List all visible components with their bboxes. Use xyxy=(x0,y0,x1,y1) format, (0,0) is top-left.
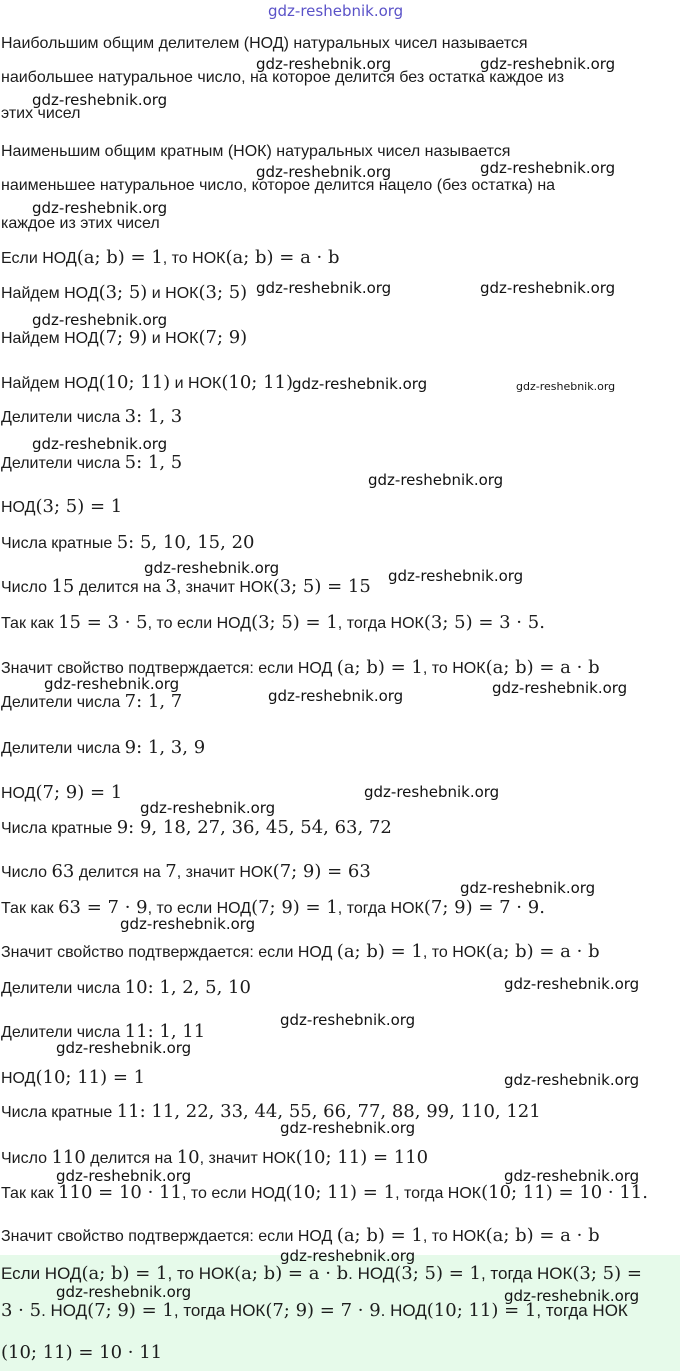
text-segment: НОД xyxy=(1,1070,36,1087)
math-expression: (a; b) = a · b xyxy=(485,941,600,962)
math-expression: 10 xyxy=(176,1147,200,1168)
math-expression: (7; 9) = 1 xyxy=(35,782,123,803)
watermark: gdz-reshebnik.org xyxy=(256,279,392,297)
math-expression: 110 xyxy=(51,1147,86,1168)
text-segment: и НОК xyxy=(170,375,222,392)
math-expression: (a; b) = a · b xyxy=(485,657,600,678)
math-expression: 3 · 5 xyxy=(1,1300,42,1321)
text-segment: Делители числа xyxy=(1,740,125,757)
watermark: gdz-reshebnik.org xyxy=(280,1011,416,1029)
text-segment: Значит свойство подтверждается: если НОД xyxy=(1,1228,337,1245)
text-line xyxy=(1,818,392,839)
math-expression: (7; 9) xyxy=(198,327,248,348)
watermark: gdz-reshebnik.org xyxy=(388,567,524,585)
text-segment: наибольшее натуральное число, на которое делится без остатка каждое из xyxy=(1,69,565,86)
text-segment: , то НОК xyxy=(422,660,486,677)
text-segment: Наибольшим общим делителем (НОД) натуральных чисел называется xyxy=(1,35,528,52)
math-expression: 5: 1, 5 xyxy=(124,452,183,473)
text-line xyxy=(1,248,340,269)
math-expression: (10; 11) = 1 xyxy=(285,1182,396,1203)
watermark: gdz-reshebnik.org xyxy=(32,199,168,217)
math-expression: (a; b) = 1 xyxy=(336,1225,423,1246)
text-line xyxy=(1,34,528,54)
text-line xyxy=(1,533,254,554)
text-line xyxy=(1,453,182,474)
math-expression: (10; 11) = 110 xyxy=(295,1147,429,1168)
watermark: gdz-reshebnik.org xyxy=(504,1167,640,1185)
math-expression: 9: 1, 3, 9 xyxy=(124,737,206,758)
text-segment: Найдем НОД xyxy=(1,375,99,392)
text-segment: Так как xyxy=(1,615,59,632)
watermark: gdz-reshebnik.org xyxy=(268,687,404,705)
math-expression: (3; 5) = 3 · 5. xyxy=(423,612,545,633)
math-expression: (10; 11) xyxy=(221,372,293,393)
math-expression: (3; 5) = 1 xyxy=(394,1263,481,1284)
watermark: gdz-reshebnik.org xyxy=(364,783,500,801)
watermark: gdz-reshebnik.org xyxy=(280,1119,416,1137)
text-segment: , то НОК xyxy=(422,1228,486,1245)
watermark: gdz-reshebnik.org xyxy=(280,1247,416,1265)
watermark: gdz-reshebnik.org xyxy=(32,311,168,329)
text-segment: Так как xyxy=(1,1185,59,1202)
text-segment: Делители числа xyxy=(1,455,125,472)
text-segment: Делители числа xyxy=(1,409,125,426)
watermark: gdz-reshebnik.org xyxy=(516,380,616,393)
text-line xyxy=(1,978,251,999)
math-expression: 7 xyxy=(165,861,177,882)
math-expression: (a; b) = a · b xyxy=(225,247,340,268)
text-segment: Число xyxy=(1,579,52,596)
text-segment: Найдем НОД xyxy=(1,330,99,347)
text-segment: . НОД xyxy=(348,1264,395,1283)
text-line xyxy=(1,68,564,88)
math-expression: (7; 9) xyxy=(98,327,148,348)
watermark: gdz-reshebnik.org xyxy=(504,975,640,993)
text-line xyxy=(1,613,545,634)
watermark: gdz-reshebnik.org xyxy=(504,1287,640,1305)
text-segment: Если НОД xyxy=(1,250,77,267)
watermark: gdz-reshebnik.org xyxy=(256,55,392,73)
math-expression: (10; 11) = 1 xyxy=(426,1300,537,1321)
answer-line xyxy=(1,1264,642,1284)
math-expression: (a; b) = 1 xyxy=(81,1263,168,1284)
math-expression: 3: 1, 3 xyxy=(124,406,183,427)
text-segment: наименьшее натуральное число, которое делится нацело (без остатка) на xyxy=(1,177,556,194)
watermark: gdz-reshebnik.org xyxy=(144,559,280,577)
watermark: gdz-reshebnik.org xyxy=(480,55,616,73)
math-expression: 5: 5, 10, 15, 20 xyxy=(116,532,255,553)
text-segment: Если НОД xyxy=(1,1264,82,1283)
text-segment: , то НОК xyxy=(167,1264,235,1283)
math-expression: (7; 9) = 7 · 9. xyxy=(423,897,545,918)
text-line xyxy=(1,577,371,598)
text-line xyxy=(1,658,600,679)
math-expression: (a; b) = 1 xyxy=(76,247,163,268)
text-line xyxy=(1,1148,428,1169)
text-segment: , то если НОД xyxy=(147,900,252,917)
text-segment: , значит НОК xyxy=(199,1150,296,1167)
math-expression: 63 = 7 · 9 xyxy=(58,897,148,918)
math-expression: 110 = 10 · 11 xyxy=(58,1182,182,1203)
watermark: gdz-reshebnik.org xyxy=(140,799,276,817)
watermark: gdz-reshebnik.org xyxy=(480,159,616,177)
answer-line xyxy=(1,1301,628,1321)
text-segment: , то если НОД xyxy=(147,615,252,632)
text-line xyxy=(1,176,555,196)
watermark: gdz-reshebnik.org xyxy=(292,375,428,393)
text-segment: Делители числа xyxy=(1,980,125,997)
text-segment: Число xyxy=(1,1150,52,1167)
text-line xyxy=(1,142,510,162)
text-line xyxy=(1,1022,205,1043)
text-segment: Число xyxy=(1,864,52,881)
text-line xyxy=(1,862,371,883)
text-segment: Наименьшим общим кратным (НОК) натуральных чисел называется xyxy=(1,143,511,160)
math-expression: (10; 11) = 1 xyxy=(35,1067,146,1088)
text-segment: делится на xyxy=(74,579,166,596)
math-expression: 11: 11, 22, 33, 44, 55, 66, 77, 88, 99, 110, 121 xyxy=(116,1101,541,1122)
text-segment: , значит НОК xyxy=(176,864,273,881)
text-segment: Найдем НОД xyxy=(1,285,99,302)
watermark: gdz-reshebnik.org xyxy=(56,1167,192,1185)
math-expression: 7: 1, 7 xyxy=(124,691,183,712)
math-expression: (a; b) = a · b xyxy=(234,1263,349,1284)
text-segment: . НОД xyxy=(41,1301,88,1320)
watermark: gdz-reshebnik.org xyxy=(256,163,392,181)
watermark: gdz-reshebnik.org xyxy=(460,879,596,897)
text-segment: Делители числа xyxy=(1,694,125,711)
text-line xyxy=(1,407,182,428)
answer-line xyxy=(1,1343,162,1363)
text-segment: , значит НОК xyxy=(176,579,273,596)
text-segment: . НОД xyxy=(380,1301,427,1320)
watermark: gdz-reshebnik.org xyxy=(56,1039,192,1057)
text-line xyxy=(1,1102,541,1123)
math-expression: (7; 9) = 1 xyxy=(251,897,338,918)
text-segment: и НОК xyxy=(147,285,199,302)
text-segment: НОД xyxy=(1,499,36,516)
watermark: gdz-reshebnik.org xyxy=(480,279,616,297)
watermark: gdz-reshebnik.org xyxy=(504,1071,640,1089)
math-expression: (3; 5) xyxy=(198,282,248,303)
text-segment: , тогда НОК xyxy=(173,1301,266,1320)
text-line xyxy=(1,328,247,349)
watermark: gdz-reshebnik.org xyxy=(32,91,168,109)
math-expression: (3; 5) = 15 xyxy=(272,576,371,597)
text-line xyxy=(1,692,182,713)
math-expression: (7; 9) = 1 xyxy=(87,1300,174,1321)
text-line xyxy=(1,373,293,394)
math-expression: (3; 5) = 1 xyxy=(251,612,338,633)
math-expression: 15 xyxy=(51,576,75,597)
math-expression: 11: 1, 11 xyxy=(124,1021,206,1042)
text-segment: Значит свойство подтверждается: если НОД xyxy=(1,660,337,677)
text-segment: Так как xyxy=(1,900,59,917)
math-expression: (3; 5) xyxy=(98,282,148,303)
text-segment: Числа кратные xyxy=(1,820,117,837)
math-expression: (10; 11) xyxy=(98,372,171,393)
text-line xyxy=(1,283,247,304)
math-expression: (a; b) = 1 xyxy=(336,657,423,678)
text-segment: Делители числа xyxy=(1,1024,125,1041)
watermark: gdz-reshebnik.org xyxy=(120,915,256,933)
text-line xyxy=(1,104,81,124)
text-line xyxy=(1,783,122,804)
text-segment: Числа кратные xyxy=(1,1104,117,1121)
watermark: gdz-reshebnik.org xyxy=(368,471,504,489)
text-segment: , то если НОД xyxy=(181,1185,286,1202)
text-line xyxy=(1,898,545,919)
text-segment: НОД xyxy=(1,785,36,802)
text-line xyxy=(1,942,600,963)
text-line xyxy=(1,1183,648,1204)
math-expression: (3; 5) = xyxy=(572,1263,642,1284)
math-expression: (10; 11) = 10 · 11. xyxy=(481,1182,648,1203)
text-line xyxy=(1,1226,600,1247)
text-line xyxy=(1,738,205,759)
math-expression: 10: 1, 2, 5, 10 xyxy=(124,977,251,998)
math-expression: 3 xyxy=(165,576,177,597)
text-segment: , тогда НОК xyxy=(395,1185,482,1202)
math-expression: (7; 9) = 63 xyxy=(272,861,371,882)
math-expression: (10; 11) = 10 · 11 xyxy=(1,1342,163,1363)
math-expression: (3; 5) = 1 xyxy=(35,496,123,517)
text-segment: , тогда НОК xyxy=(536,1301,628,1320)
math-expression: 63 xyxy=(51,861,75,882)
math-expression: (7; 9) = 7 · 9 xyxy=(265,1300,381,1321)
watermark: gdz-reshebnik.org xyxy=(492,679,628,697)
watermark-top: gdz-reshebnik.org xyxy=(268,2,404,20)
text-segment: делится на xyxy=(74,864,166,881)
text-segment: и НОК xyxy=(147,330,199,347)
math-expression: 9: 9, 18, 27, 36, 45, 54, 63, 72 xyxy=(116,817,392,838)
text-segment: Числа кратные xyxy=(1,535,117,552)
text-line xyxy=(1,497,122,518)
math-expression: (a; b) = 1 xyxy=(336,941,423,962)
text-segment: делится на xyxy=(85,1150,177,1167)
math-expression: 15 = 3 · 5 xyxy=(58,612,148,633)
math-expression: (a; b) = a · b xyxy=(485,1225,600,1246)
text-segment: каждое из этих чисел xyxy=(1,215,160,232)
text-line xyxy=(1,214,160,234)
text-segment: , то НОК xyxy=(422,944,486,961)
text-segment: , тогда НОК xyxy=(337,900,424,917)
text-segment: этих чисел xyxy=(1,105,81,122)
text-segment: , тогда НОК xyxy=(480,1264,573,1283)
watermark: gdz-reshebnik.org xyxy=(44,675,180,693)
text-segment: , тогда НОК xyxy=(337,615,424,632)
text-segment: Значит свойство подтверждается: если НОД xyxy=(1,944,337,961)
watermark: gdz-reshebnik.org xyxy=(32,435,168,453)
watermark: gdz-reshebnik.org xyxy=(56,1283,192,1301)
text-line xyxy=(1,1068,145,1089)
text-segment: , то НОК xyxy=(162,250,226,267)
